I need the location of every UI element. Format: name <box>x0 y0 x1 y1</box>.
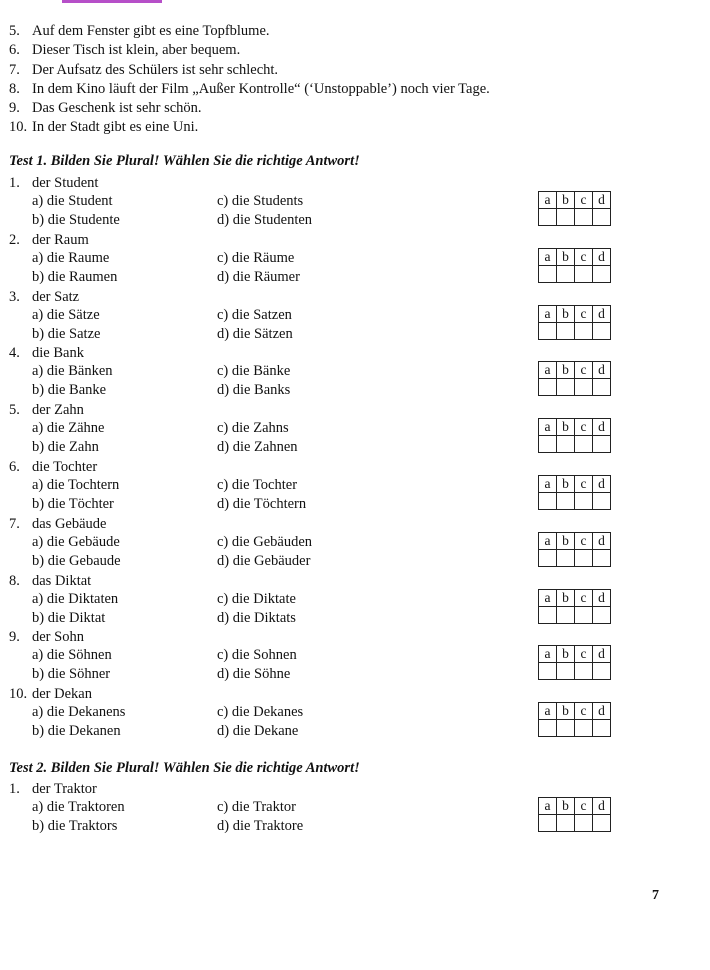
answer-checkbox[interactable] <box>575 493 593 510</box>
answer-letter: d <box>593 703 611 720</box>
question-number: 7. <box>9 515 20 532</box>
answer-grid <box>538 797 611 832</box>
question-number: 2. <box>9 231 20 248</box>
question-stem <box>9 288 79 307</box>
answer-letter: d <box>593 419 611 436</box>
question-number: 4. <box>9 345 20 362</box>
answer-grid <box>538 532 611 567</box>
question-item <box>9 685 629 742</box>
sentence-number: 9. <box>9 100 20 117</box>
answer-letter: d <box>593 305 611 322</box>
option-b: b) die Studente <box>32 212 120 228</box>
option-d: d) die Banks <box>217 382 291 399</box>
answer-letter: a <box>539 362 557 379</box>
answer-checkbox[interactable] <box>557 549 575 566</box>
answer-checkbox[interactable] <box>593 322 611 339</box>
answer-grid <box>538 361 611 396</box>
question-number: 1. <box>9 175 20 191</box>
question-number: 5. <box>9 402 20 419</box>
option-a: a) die Söhnen <box>32 647 112 664</box>
answer-letter: b <box>557 589 575 606</box>
answer-grid <box>538 702 611 737</box>
question-word: die Tochter <box>32 459 98 475</box>
option-c: c) die Satzen <box>217 306 292 323</box>
answer-checkbox[interactable] <box>539 493 557 510</box>
answer-letter: a <box>539 192 557 209</box>
answer-letter: b <box>557 532 575 549</box>
page-number: 7 <box>652 888 659 903</box>
sentence-text: In dem Kino läuft der Film „Außer Kontrolle“ (‘Unstoppable’) noch vier Tage. <box>32 80 490 97</box>
option-a: a) die Tochtern <box>32 477 120 493</box>
answer-checkbox[interactable] <box>557 436 575 453</box>
answer-checkbox[interactable] <box>539 606 557 623</box>
answer-checkbox[interactable] <box>593 606 611 623</box>
option-c: c) die Dekanes <box>217 704 304 721</box>
answer-checkbox[interactable] <box>593 549 611 566</box>
answer-letter: b <box>557 798 575 815</box>
answer-letter: a <box>539 248 557 265</box>
answer-checkbox[interactable] <box>557 815 575 832</box>
answer-checkbox[interactable] <box>557 720 575 737</box>
option-c: c) die Gebäuden <box>217 533 313 550</box>
sentence-text: In der Stadt gibt es eine Uni. <box>32 119 199 136</box>
answer-letter: c <box>575 532 593 549</box>
answer-letter: b <box>557 362 575 379</box>
option-c: c) die Students <box>217 193 304 209</box>
option-d: d) die Studenten <box>217 212 313 228</box>
question-word: der Satz <box>32 288 80 305</box>
answer-letter: b <box>557 305 575 322</box>
option-c: c) die Räume <box>217 249 295 266</box>
sentence-number: 7. <box>9 61 20 78</box>
answer-checkbox[interactable] <box>593 493 611 510</box>
answer-checkbox[interactable] <box>557 493 575 510</box>
answer-letter: d <box>593 798 611 815</box>
option-a: a) die Raume <box>32 249 110 266</box>
question-item <box>9 458 629 515</box>
answer-letter: b <box>557 476 575 493</box>
answer-letter: d <box>593 646 611 663</box>
sentence-line <box>9 61 490 80</box>
answer-checkbox[interactable] <box>593 209 611 226</box>
answer-checkbox[interactable] <box>593 663 611 680</box>
option-c: c) die Traktor <box>217 799 296 815</box>
answer-letter: c <box>575 192 593 209</box>
question-word: die Bank <box>32 345 84 362</box>
answer-letter: d <box>593 362 611 379</box>
answer-letter: b <box>557 192 575 209</box>
answer-letter: c <box>575 589 593 606</box>
option-d: d) die Sätzen <box>217 325 293 342</box>
answer-checkbox[interactable] <box>557 265 575 282</box>
answer-grid <box>538 191 611 226</box>
option-b: b) die Raumen <box>32 268 118 285</box>
sentence-line <box>9 118 490 137</box>
answer-grid <box>538 589 611 624</box>
question-word: der Traktor <box>32 781 97 797</box>
answer-checkbox[interactable] <box>539 663 557 680</box>
answer-checkbox[interactable] <box>557 663 575 680</box>
answer-checkbox[interactable] <box>575 436 593 453</box>
question-number: 8. <box>9 572 20 589</box>
question-stem <box>9 780 97 799</box>
option-c: c) die Diktate <box>217 590 296 607</box>
question-item <box>9 401 629 458</box>
question-stem <box>9 174 98 193</box>
option-a: a) die Student <box>32 193 113 209</box>
top-color-bar <box>62 0 162 3</box>
answer-letter: c <box>575 798 593 815</box>
option-d: d) die Dekane <box>217 723 299 740</box>
question-number: 9. <box>9 629 20 646</box>
answer-letter: a <box>539 305 557 322</box>
option-a: a) die Dekanens <box>32 704 126 721</box>
answer-checkbox[interactable] <box>557 209 575 226</box>
sentence-text: Dieser Tisch ist klein, aber bequem. <box>32 42 241 59</box>
answer-checkbox[interactable] <box>593 379 611 396</box>
option-c: c) die Sohnen <box>217 647 297 664</box>
answer-letter: d <box>593 589 611 606</box>
sentence-text: Auf dem Fenster gibt es eine Topfblume. <box>32 23 270 39</box>
sentence-number: 5. <box>9 23 20 39</box>
question-item <box>9 174 629 231</box>
answer-letter: d <box>593 192 611 209</box>
option-c: c) die Zahns <box>217 420 289 437</box>
option-b: b) die Diktat <box>32 609 106 626</box>
sentence-line <box>9 80 490 99</box>
answer-checkbox[interactable] <box>539 549 557 566</box>
answer-checkbox[interactable] <box>593 265 611 282</box>
option-d: d) die Söhne <box>217 666 291 683</box>
question-item <box>9 780 629 837</box>
option-b: b) die Zahn <box>32 439 99 456</box>
answer-checkbox[interactable] <box>575 379 593 396</box>
option-d: d) die Zahnen <box>217 439 298 456</box>
answer-checkbox[interactable] <box>557 606 575 623</box>
answer-checkbox[interactable] <box>575 720 593 737</box>
question-item <box>9 344 629 401</box>
question-number: 3. <box>9 288 20 305</box>
answer-letter: a <box>539 703 557 720</box>
question-word: der Sohn <box>32 629 84 646</box>
answer-checkbox[interactable] <box>575 815 593 832</box>
option-b: b) die Dekanen <box>32 723 121 740</box>
option-b: b) die Banke <box>32 382 107 399</box>
answer-letter: b <box>557 646 575 663</box>
option-a: a) die Bänken <box>32 363 113 380</box>
option-d: d) die Gebäuder <box>217 552 311 569</box>
answer-checkbox[interactable] <box>539 209 557 226</box>
question-stem <box>9 344 84 363</box>
answer-letter: a <box>539 798 557 815</box>
answer-checkbox[interactable] <box>539 379 557 396</box>
question-word: der Raum <box>32 231 89 248</box>
answer-checkbox[interactable] <box>593 436 611 453</box>
question-stem <box>9 572 91 591</box>
question-stem <box>9 515 106 534</box>
test1-heading: Test 1. Bilden Sie Plural! Wählen Sie die richtige Antwort! <box>9 153 360 169</box>
answer-letter: a <box>539 419 557 436</box>
answer-letter: a <box>539 532 557 549</box>
answer-letter: d <box>593 532 611 549</box>
question-stem <box>9 628 84 647</box>
answer-letter: c <box>575 305 593 322</box>
answer-checkbox[interactable] <box>575 265 593 282</box>
answer-letter: c <box>575 248 593 265</box>
option-b: b) die Satze <box>32 325 101 342</box>
intro-sentence-list <box>9 22 490 138</box>
answer-grid <box>538 248 611 283</box>
answer-letter: b <box>557 248 575 265</box>
answer-checkbox[interactable] <box>557 379 575 396</box>
answer-grid <box>538 305 611 340</box>
option-d: d) die Diktats <box>217 609 296 626</box>
answer-checkbox[interactable] <box>557 322 575 339</box>
answer-grid <box>538 418 611 453</box>
answer-letter: c <box>575 476 593 493</box>
sentence-line <box>9 99 490 118</box>
answer-grid <box>538 475 611 510</box>
answer-checkbox[interactable] <box>575 549 593 566</box>
answer-letter: a <box>539 589 557 606</box>
answer-letter: c <box>575 419 593 436</box>
question-stem <box>9 685 92 704</box>
question-number: 6. <box>9 459 20 475</box>
option-c: c) die Bänke <box>217 363 291 380</box>
option-a: a) die Zähne <box>32 420 105 437</box>
answer-letter: c <box>575 646 593 663</box>
answer-letter: d <box>593 476 611 493</box>
answer-letter: b <box>557 703 575 720</box>
option-a: a) die Sätze <box>32 306 100 323</box>
option-b: b) die Töchter <box>32 496 114 512</box>
answer-checkbox[interactable] <box>539 720 557 737</box>
answer-checkbox[interactable] <box>593 815 611 832</box>
question-stem <box>9 231 89 250</box>
question-word: das Diktat <box>32 572 92 589</box>
answer-checkbox[interactable] <box>539 265 557 282</box>
answer-letter: d <box>593 248 611 265</box>
sentence-number: 8. <box>9 80 20 97</box>
option-a: a) die Gebäude <box>32 533 120 550</box>
answer-letter: a <box>539 646 557 663</box>
question-word: der Student <box>32 175 99 191</box>
answer-checkbox[interactable] <box>539 815 557 832</box>
option-a: a) die Traktoren <box>32 799 125 815</box>
option-b: b) die Traktors <box>32 818 118 834</box>
sentence-line <box>9 41 490 60</box>
option-d: d) die Räumer <box>217 268 300 285</box>
answer-grid <box>538 645 611 680</box>
question-word: der Dekan <box>32 686 92 703</box>
sentence-text: Der Aufsatz des Schülers ist sehr schlecht. <box>32 61 279 78</box>
answer-checkbox[interactable] <box>575 606 593 623</box>
answer-checkbox[interactable] <box>575 322 593 339</box>
question-number: 10. <box>9 686 28 703</box>
answer-checkbox[interactable] <box>539 436 557 453</box>
answer-letter: a <box>539 476 557 493</box>
answer-checkbox[interactable] <box>575 209 593 226</box>
answer-letter: b <box>557 419 575 436</box>
option-a: a) die Diktaten <box>32 590 119 607</box>
option-d: d) die Töchtern <box>217 496 307 512</box>
question-item <box>9 628 629 685</box>
answer-letter: c <box>575 703 593 720</box>
sentence-line <box>9 22 490 41</box>
answer-checkbox[interactable] <box>575 663 593 680</box>
question-item <box>9 288 629 345</box>
option-d: d) die Traktore <box>217 818 304 834</box>
question-stem <box>9 401 84 420</box>
question-word: der Zahn <box>32 402 84 419</box>
option-c: c) die Tochter <box>217 477 298 493</box>
test2-heading: Test 2. Bilden Sie Plural! Wählen Sie die richtige Antwort! <box>9 760 360 776</box>
question-item <box>9 572 629 629</box>
sentence-text: Das Geschenk ist sehr schön. <box>32 100 202 117</box>
question-item <box>9 231 629 288</box>
answer-checkbox[interactable] <box>593 720 611 737</box>
question-number: 1. <box>9 781 20 797</box>
question-stem <box>9 458 97 477</box>
answer-letter: c <box>575 362 593 379</box>
question-word: das Gebäude <box>32 515 107 532</box>
sentence-number: 10. <box>9 119 28 136</box>
option-b: b) die Gebaude <box>32 552 121 569</box>
option-b: b) die Söhner <box>32 666 111 683</box>
answer-checkbox[interactable] <box>539 322 557 339</box>
sentence-number: 6. <box>9 42 20 59</box>
question-item <box>9 515 629 572</box>
